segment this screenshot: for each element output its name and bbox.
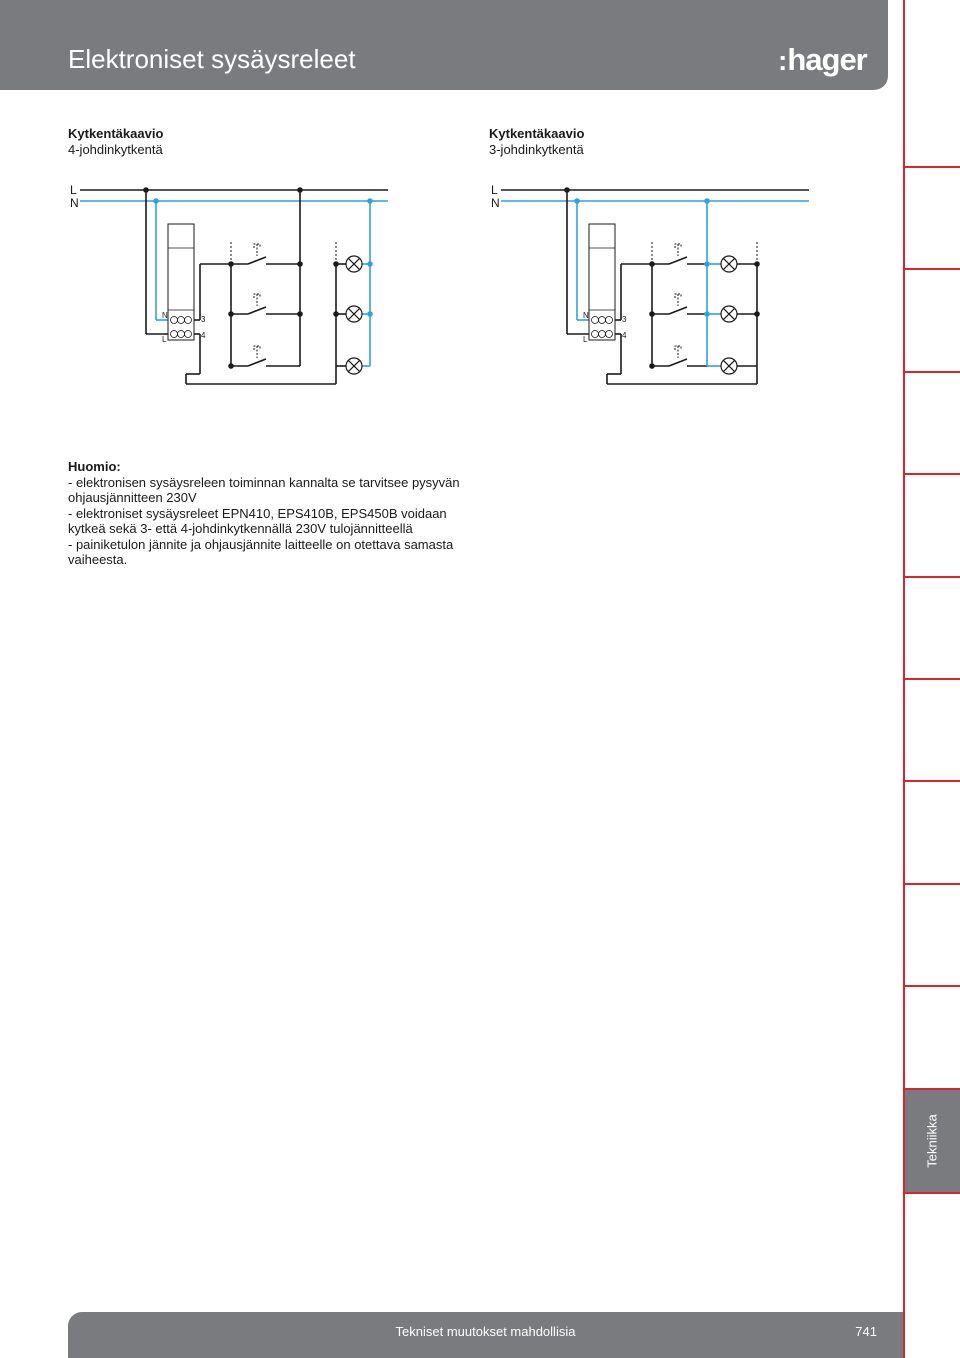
side-index-divider (903, 780, 960, 782)
line-l-label: L (70, 183, 77, 197)
side-index-divider (903, 371, 960, 373)
note-line: - elektronisen sysäysreleen toiminnan kannalta se tarvitsee pysyvän (68, 474, 460, 490)
note-line: - elektroniset sysäysreleet EPN410, EPS410B, EPS450B voidaan (68, 505, 447, 521)
terminal-4-label: 4 (622, 331, 627, 340)
terminal-n-label: N (162, 311, 168, 320)
side-index-divider (903, 473, 960, 475)
page-footer (68, 1312, 903, 1358)
diagram-subtitle: 3-johdinkytkentä (489, 142, 584, 157)
terminal-3-label: 3 (622, 315, 627, 324)
notes-title: Huomio: (68, 459, 121, 474)
note-line-continued: kytkeä sekä 3- että 4-johdinkytkennällä 230V tulojännitteellä (68, 521, 413, 536)
side-index-divider (903, 678, 960, 680)
notes-section (68, 459, 488, 568)
terminal-3-label: 3 (201, 315, 206, 324)
note-line-continued: vaiheesta. (68, 552, 128, 567)
footer-notice: Tekniset muutokset mahdollisia (395, 1324, 576, 1339)
line-n-label: N (70, 196, 79, 210)
terminal-4-label: 4 (201, 331, 206, 340)
wiring-diagram-3wire (489, 180, 834, 395)
line-l-label: L (491, 183, 498, 197)
note-item (68, 537, 488, 568)
diagram-title: Kytkentäkaavio (68, 126, 164, 141)
side-index-divider (903, 166, 960, 168)
terminal-n-label: N (583, 311, 589, 320)
page-number: 741 (855, 1324, 877, 1339)
logo-text: hager (787, 42, 867, 77)
line-n-label: N (491, 196, 500, 210)
terminal-l-label: L (162, 335, 167, 344)
logo-colon-icon: : (778, 45, 787, 76)
impulse-relay (589, 224, 615, 340)
terminal-l-label: L (583, 335, 588, 344)
side-tab-label: Tekniikka (924, 1114, 940, 1168)
impulse-relay (168, 224, 194, 340)
side-index-divider (903, 268, 960, 270)
page-title: Elektroniset sysäysreleet (68, 44, 356, 74)
side-index-divider (903, 883, 960, 885)
page-header (0, 0, 888, 90)
side-index-divider (903, 576, 960, 578)
diagram-heading-3wire (489, 126, 584, 158)
diagram-subtitle: 4-johdinkytkentä (68, 142, 163, 157)
wiring-diagram-4wire (68, 180, 413, 395)
hager-logo (778, 42, 867, 78)
note-item (68, 506, 488, 537)
note-line-continued: ohjausjännitteen 230V (68, 490, 197, 505)
diagram-title: Kytkentäkaavio (489, 126, 585, 141)
diagram-heading-4wire (68, 126, 163, 158)
note-item (68, 475, 488, 506)
side-index-divider (903, 985, 960, 987)
side-tab-tekniikka[interactable] (905, 1090, 960, 1192)
note-line: - painiketulon jännite ja ohjausjännite laitteelle on otettava samasta (68, 536, 454, 552)
side-index-divider (903, 1192, 960, 1194)
